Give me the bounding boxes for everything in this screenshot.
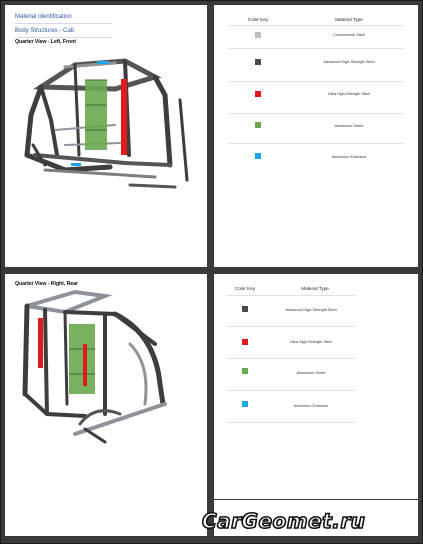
swatch-ahss: [255, 59, 261, 65]
swatch-aluminium-extrusion: [255, 153, 261, 159]
view-title: Quarter View - Right, Rear: [15, 281, 78, 287]
divider: [226, 326, 356, 327]
heading-body-structures[interactable]: Body Structures - Cab: [15, 28, 75, 34]
divider: [228, 81, 404, 82]
view-title: Quarter View - Left, Front: [15, 39, 76, 45]
divider: [228, 48, 404, 49]
color-key-header: Color Key: [234, 286, 256, 291]
divider: [226, 422, 356, 423]
page-4-legend: [214, 274, 418, 499]
divider: [228, 113, 404, 114]
swatch-aluminium-sheet: [255, 122, 261, 128]
swatch-aluminium-extrusion: [242, 401, 248, 407]
page-2-legend: [214, 5, 418, 267]
swatch-uhss: [255, 91, 261, 97]
material-label: Advanced High-Strength Steel: [285, 308, 337, 312]
divider: [226, 358, 356, 359]
divider: [228, 25, 404, 26]
divider: [228, 143, 404, 144]
swatch-uhss: [242, 339, 248, 345]
material-label: Conventional Steel: [333, 33, 365, 37]
cab-structure-front-left-illustration: [5, 5, 207, 267]
watermark-logo: CarGeomet.ru: [202, 509, 366, 533]
page-3: [5, 274, 207, 536]
swatch-ahss: [242, 306, 248, 312]
material-label: Ultra High-Strength Steel: [327, 92, 371, 96]
material-label: Ultra High-Strength Steel: [289, 340, 333, 344]
swatch-conventional-steel: [255, 32, 261, 38]
divider: [226, 390, 356, 391]
cab-structure-rear-right-illustration: [5, 274, 207, 536]
material-label: Aluminium Sheet: [296, 371, 326, 375]
color-key-header: Color Key: [247, 17, 269, 22]
swatch-aluminium-sheet: [242, 368, 248, 374]
divider: [226, 295, 356, 296]
material-type-header: Material Type: [335, 17, 363, 22]
page-1: [5, 5, 207, 267]
material-label: Aluminium Extrusion: [293, 404, 329, 408]
material-type-header: Material Type: [301, 286, 329, 291]
heading-material-identification[interactable]: Material Identification: [15, 14, 72, 20]
material-label: Advanced High-Strength Steel: [323, 60, 375, 64]
material-label: Aluminium Sheet: [334, 124, 364, 128]
material-label: Aluminium Extrusion: [331, 155, 367, 159]
